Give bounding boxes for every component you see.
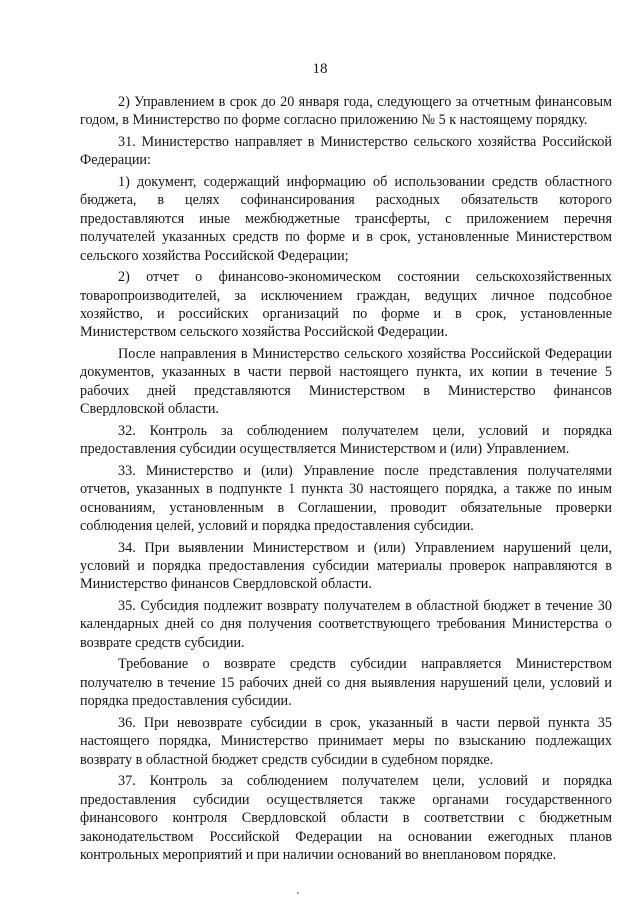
paragraph-31: 31. Министерство направляет в Министерство сельского хозяйства Российской Федерации: bbox=[80, 134, 612, 169]
page-number: 18 bbox=[312, 61, 328, 77]
document-body bbox=[80, 93, 612, 868]
paragraph-32: 32. Контроль за соблюдением получателем цели, условий и порядка предоставления субсидии осуществляется Министерством и (или) Управлением. bbox=[80, 422, 612, 458]
paragraph-36: 36. При невозврате субсидии в срок, указанный в части первой пункта 35 настоящего порядка, Министерство принимает меры по взысканию подлежащих возврату в областной бюджет средств субсидии в судебном порядке. bbox=[80, 714, 612, 768]
paragraph-34: 34. При выявлении Министерством и (или) Управлением нарушений цели, условий и порядка предоставления субсидии материалы проверок направляются в Министерство финансов Свердловской области. bbox=[80, 539, 612, 593]
paragraph-37: 37. Контроль за соблюдением получателем цели, условий и порядка предоставления субсидии осуществляется также органами государственного финансового контроля Свердловской области в соответствии с бюджетным законодательством Российской Федерации на основании ежегодных планов контрольных мероприятий и при наличии оснований во внеплановом порядке. bbox=[80, 773, 612, 863]
paragraph-31-copies: После направления в Министерство сельского хозяйства Российской Федерации документов, указанных в части первой настоящего пункта, их копии в течение 5 рабочих дней представляются Министерством в Министерство финансов Свердловской области. bbox=[80, 346, 612, 418]
paragraph-35-requirement: Требование о возврате средств субсидии направляется Министерством получателю в течение 15 рабочих дней со дня выявления нарушений цели, условий и порядка предоставления субсидии. bbox=[80, 656, 612, 710]
paragraph-item-2-reporting: 2) Управлением в срок до 20 января года, следующего за отчетным финансовым годом, в Министерство по форме согласно приложению № 5 к настоящему порядку. bbox=[80, 94, 612, 129]
paragraph-31-item-1: 1) документ, содержащий информацию об использовании средств областного бюджета, в целях софинансирования расходных обязательств которого предоставляются иные межбюджетные трансферты, с приложением перечня получателей указанных средств по форме и в срок, установленные Министерством сельского хозяйства Российской Федерации; bbox=[80, 174, 612, 264]
scan-dot-mark bbox=[297, 892, 299, 894]
paragraph-35: 35. Субсидия подлежит возврату получателем в областной бюджет в течение 30 календарных дней со дня получения соответствующего требования Министерства о возврате средств субсидии. bbox=[80, 598, 612, 651]
paragraph-31-item-2: 2) отчет о финансово-экономическом состоянии сельскохозяйственных товаропроизводителей, за исключением граждан, ведущих личное подсобное хозяйство, и российских организаций по форме и в срок, установленные Министерством сельского хозяйства Российской Федерации. bbox=[80, 269, 612, 341]
paragraph-33: 33. Министерство и (или) Управление после представления получателями отчетов, указанных в подпункте 1 пункта 30 настоящего порядка, а также по иным основаниям, установленным в Соглашении, проводит обязательные проверки соблюдения целей, условий и порядка предоставления субсидии. bbox=[80, 462, 612, 535]
